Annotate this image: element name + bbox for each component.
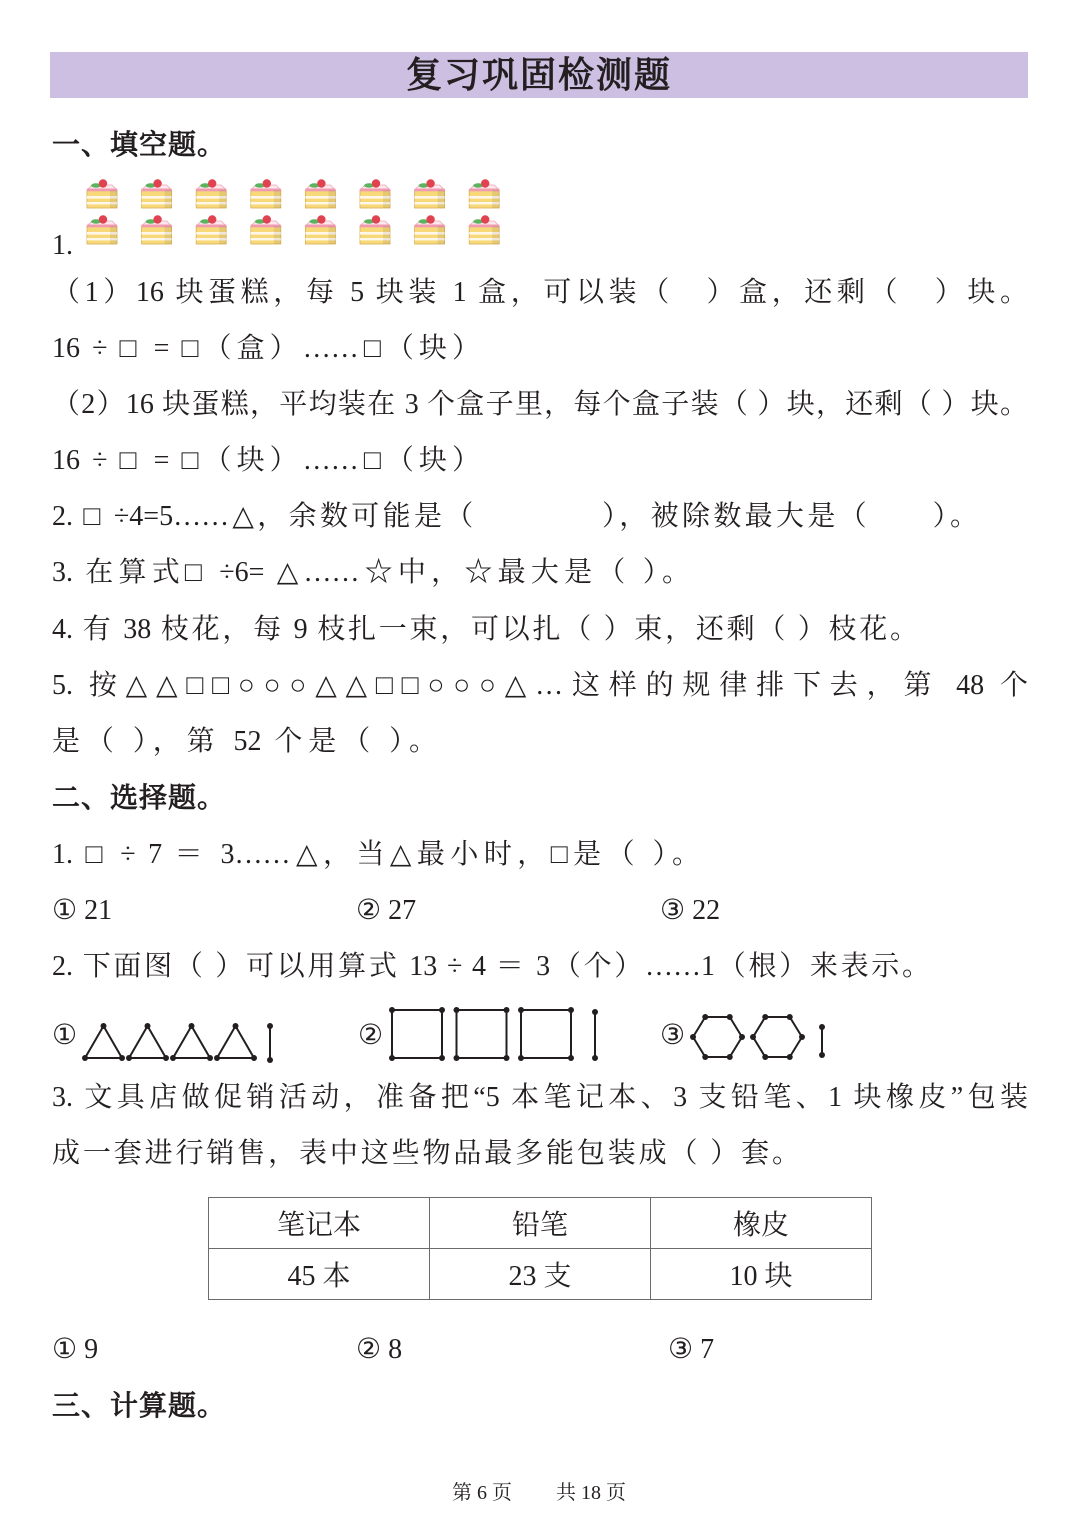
- section-heading-choice: 二、选择题。: [52, 782, 227, 813]
- matchstick-head: [439, 1055, 445, 1061]
- cake-strawberry: [426, 215, 434, 223]
- cake-picture: [82, 178, 522, 250]
- matchstick-outline: [173, 1026, 210, 1058]
- matchstick-head: [207, 1055, 213, 1061]
- question-5-line-2: 是（ ），第 52 个是（ ）。: [52, 726, 437, 757]
- choice-question-2: 2. 下面图（ ）可以用算式 13 ÷ 4 ＝ 3（个）……1（根）来表示。: [52, 951, 930, 982]
- cake-side-shade: [219, 226, 226, 244]
- choice-option: ③ 22: [660, 895, 721, 926]
- choice-option: ② 27: [356, 895, 417, 926]
- triangle-icon: [170, 1023, 213, 1061]
- page-title: 复习巩固检测题: [405, 54, 672, 95]
- matchstick-head: [592, 1009, 598, 1015]
- matchstick-outline: [693, 1017, 742, 1057]
- matchstick-head: [702, 1014, 708, 1020]
- cake-icon: [251, 179, 281, 208]
- matchstick-figures: [0, 1000, 1080, 1070]
- figure-option-label: ②: [358, 1020, 384, 1051]
- title-banner: [50, 52, 1028, 98]
- cake-icon: [196, 215, 226, 244]
- matchstick-head: [504, 1007, 510, 1013]
- cake-side-shade: [383, 190, 390, 208]
- total-pages: 共 18 页: [556, 1482, 626, 1504]
- matchstick-head: [787, 1014, 793, 1020]
- stick-icon: [267, 1023, 273, 1063]
- cake-strawberry: [263, 215, 271, 223]
- matchstick-head: [727, 1054, 733, 1060]
- matchstick-head: [439, 1007, 445, 1013]
- triangle-icon: [82, 1023, 125, 1061]
- matchstick-head: [214, 1055, 220, 1061]
- matchstick-outline: [129, 1026, 166, 1058]
- cake-strawberry: [99, 215, 107, 223]
- cake-strawberry: [481, 179, 489, 187]
- choice-question-3-line-1: 3. 文具店做促销活动，准备把“5 本笔记本、3 支铅笔、1 块橡皮”包装: [52, 1082, 1028, 1113]
- matchstick-outline: [457, 1010, 507, 1058]
- question-number: 1.: [52, 230, 73, 261]
- matchstick-outline: [392, 1010, 442, 1058]
- question-3: 3. 在算式□ ÷6= △……☆中，☆最大是（ ）。: [52, 557, 690, 588]
- section-heading-calculation: 三、计算题。: [52, 1390, 227, 1421]
- cake-side-shade: [110, 226, 117, 244]
- matchstick-head: [267, 1057, 273, 1063]
- choice-question-1: 1. □ ÷ 7 ＝ 3……△，当△最小时，□是（ ）。: [52, 839, 700, 870]
- matchstick-head: [592, 1055, 598, 1061]
- cake-side-shade: [165, 226, 172, 244]
- cake-side-shade: [438, 226, 445, 244]
- cake-side-shade: [328, 190, 335, 208]
- matchstick-head: [518, 1007, 524, 1013]
- hexagon-icon: [690, 1014, 745, 1060]
- square-icon: [518, 1007, 574, 1061]
- question-1-part-1: （1）16 块蛋糕，每 5 块装 1 盒，可以装（ ）盒，还剩（ ）块。: [52, 277, 1028, 308]
- matchstick-head: [170, 1055, 176, 1061]
- cake-strawberry: [153, 179, 161, 187]
- matchstick-head: [389, 1007, 395, 1013]
- stick-icon: [819, 1024, 825, 1058]
- cake-side-shade: [438, 190, 445, 208]
- cake-strawberry: [153, 215, 161, 223]
- cake-icon: [469, 215, 499, 244]
- cake-icon: [251, 215, 281, 244]
- cake-side-shade: [383, 226, 390, 244]
- matchstick-head: [504, 1055, 510, 1061]
- cake-icon: [305, 215, 335, 244]
- matchstick-head: [454, 1055, 460, 1061]
- stationery-table-grid: [208, 1197, 872, 1300]
- cake-strawberry: [372, 179, 380, 187]
- matchstick-head: [819, 1024, 825, 1030]
- cake-side-shade: [492, 190, 499, 208]
- cake-strawberry: [99, 179, 107, 187]
- cake-side-shade: [219, 190, 226, 208]
- square-icon: [454, 1007, 510, 1061]
- matchstick-head: [819, 1052, 825, 1058]
- question-4: 4. 有 38 枝花，每 9 枝扎一束，可以扎（ ）束，还剩（ ）枝花。: [52, 614, 918, 645]
- cake-icon: [87, 179, 117, 208]
- matchstick-head: [762, 1054, 768, 1060]
- matchstick-head: [251, 1055, 257, 1061]
- matchstick-head: [739, 1034, 745, 1040]
- table-header-cell: 橡皮: [651, 1198, 872, 1249]
- cake-strawberry: [263, 179, 271, 187]
- cake-icon: [305, 179, 335, 208]
- stick-icon: [592, 1009, 598, 1061]
- cake-side-shade: [492, 226, 499, 244]
- matchstick-head: [163, 1055, 169, 1061]
- question-1-part-1-equation: 16 ÷ □ = □（盒）……□（块）: [52, 333, 480, 364]
- cake-strawberry: [208, 179, 216, 187]
- matchstick-outline: [753, 1017, 802, 1057]
- section-heading-fill-in: 一、填空题。: [52, 129, 227, 160]
- hexagon-icon: [750, 1014, 805, 1060]
- cake-icon: [415, 179, 445, 208]
- matchstick-outline: [217, 1026, 254, 1058]
- question-1-part-2: （2）16 块蛋糕，平均装在 3 个盒子里，每个盒子装（ ）块，还剩（ ）块。: [52, 389, 1028, 420]
- matchstick-head: [233, 1023, 239, 1029]
- matchstick-head: [690, 1034, 696, 1040]
- cake-strawberry: [208, 215, 216, 223]
- square-icon: [389, 1007, 445, 1061]
- table-row: [209, 1249, 872, 1300]
- matchstick-outline: [521, 1010, 571, 1058]
- cake-side-shade: [274, 226, 281, 244]
- cake-icon: [196, 179, 226, 208]
- cake-side-shade: [328, 226, 335, 244]
- cake-icon: [87, 215, 117, 244]
- matchstick-head: [82, 1055, 88, 1061]
- cake-icon: [142, 179, 172, 208]
- matchstick-head: [799, 1034, 805, 1040]
- matchstick-head: [454, 1007, 460, 1013]
- matchstick-head: [119, 1055, 125, 1061]
- cake-strawberry: [426, 179, 434, 187]
- question-2: 2. □ ÷4=5……△，余数可能是（ ），被除数最大是（ ）。: [52, 501, 978, 532]
- cake-strawberry: [317, 215, 325, 223]
- choice-option: ① 9: [52, 1334, 99, 1365]
- cake-side-shade: [110, 190, 117, 208]
- table-header-row: [209, 1198, 872, 1249]
- table-header-cell: 笔记本: [209, 1198, 430, 1249]
- table-header-cell: 铅笔: [430, 1198, 651, 1249]
- triangle-icon: [214, 1023, 257, 1061]
- matchstick-head: [787, 1054, 793, 1060]
- matchstick-head: [750, 1034, 756, 1040]
- matchstick-head: [189, 1023, 195, 1029]
- matchstick-outline: [85, 1026, 122, 1058]
- cake-strawberry: [317, 179, 325, 187]
- triangle-icon: [126, 1023, 169, 1061]
- table-cell: 10 块: [651, 1249, 872, 1300]
- matchstick-head: [145, 1023, 151, 1029]
- table-cell: 23 支: [430, 1249, 651, 1300]
- cake-strawberry: [372, 215, 380, 223]
- question-1-part-2-equation: 16 ÷ □ = □（块）……□（块）: [52, 445, 480, 476]
- cake-strawberry: [481, 215, 489, 223]
- cake-icon: [142, 215, 172, 244]
- choice-option: ② 8: [356, 1334, 403, 1365]
- matchstick-head: [101, 1023, 107, 1029]
- matchstick-head: [568, 1055, 574, 1061]
- page-number: 第 6 页: [452, 1482, 512, 1504]
- table-cell: 45 本: [209, 1249, 430, 1300]
- matchstick-head: [389, 1055, 395, 1061]
- cake-icon: [360, 215, 390, 244]
- choice-option: ① 21: [52, 895, 113, 926]
- matchstick-head: [126, 1055, 132, 1061]
- matchstick-head: [762, 1014, 768, 1020]
- cake-icon: [360, 179, 390, 208]
- question-5-line-1: 5. 按△△□□○○○△△□□○○○△…这样的规律排下去，第 48 个: [52, 670, 1028, 701]
- choice-question-3-line-2: 成一套进行销售，表中这些物品最多能包装成（ ）套。: [52, 1138, 800, 1169]
- matchstick-head: [702, 1054, 708, 1060]
- matchstick-head: [267, 1023, 273, 1029]
- stationery-table: [208, 1197, 872, 1300]
- figure-option-label: ①: [52, 1020, 78, 1051]
- matchstick-head: [727, 1014, 733, 1020]
- matchstick-head: [568, 1007, 574, 1013]
- cake-side-shade: [165, 190, 172, 208]
- cake-icon: [415, 215, 445, 244]
- figure-option-label: ③: [660, 1020, 686, 1051]
- matchstick-head: [518, 1055, 524, 1061]
- choice-option: ③ 7: [668, 1334, 715, 1365]
- cake-side-shade: [274, 190, 281, 208]
- cake-icon: [469, 179, 499, 208]
